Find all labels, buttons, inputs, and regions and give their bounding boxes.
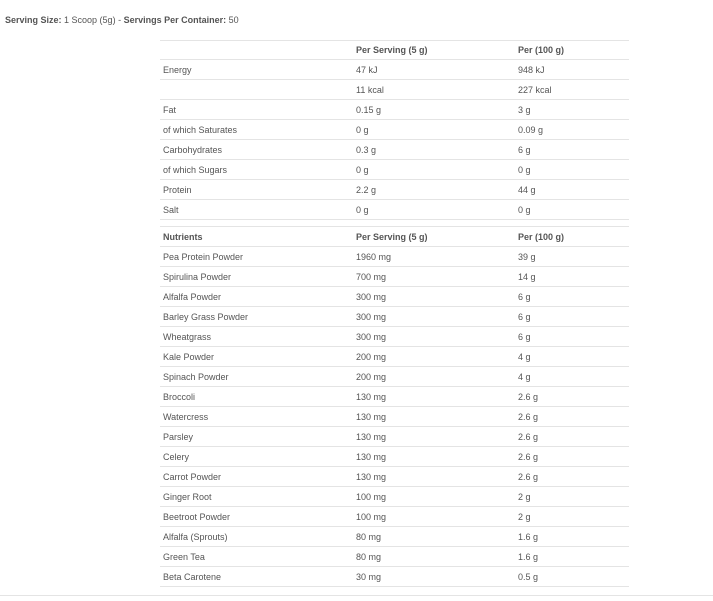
table-cell: Watercress (163, 411, 209, 422)
nutrition-body (160, 60, 629, 220)
table-cell: Broccoli (163, 391, 196, 402)
table-cell: 6 g (518, 144, 531, 155)
table-row (160, 180, 629, 200)
table-cell: 2.6 g (518, 431, 539, 442)
table-row (160, 467, 629, 487)
table-row (160, 60, 629, 80)
table-row (160, 140, 629, 160)
servings-per-container-label: Servings Per Container: (123, 15, 227, 25)
table-row (160, 567, 629, 587)
table-cell: 0.3 g (356, 144, 377, 155)
table-cell: 2.6 g (518, 411, 539, 422)
table-cell: 47 kJ (356, 64, 378, 75)
table-cell: Energy (163, 64, 192, 75)
table-cell: Wheatgrass (163, 331, 212, 342)
table-divider (160, 220, 629, 227)
table-cell: Parsley (163, 431, 194, 442)
table-cell: 300 mg (356, 291, 387, 302)
table-cell: of which Sugars (163, 164, 228, 175)
table-cell: 300 mg (356, 331, 387, 342)
table-cell: 0.09 g (518, 124, 544, 135)
serving-size-label: Serving Size: (5, 15, 62, 25)
table-row (160, 407, 629, 427)
table-cell: 80 mg (356, 531, 382, 542)
table-row (160, 247, 629, 267)
table-cell: 6 g (518, 311, 531, 322)
table-cell: Fat (163, 104, 177, 115)
header-cell: Per Serving (5 g) (356, 231, 428, 242)
header-cell: Nutrients (163, 231, 203, 242)
table-cell: 0.15 g (356, 104, 382, 115)
header-cell: Per (100 g) (518, 231, 565, 242)
table-row (160, 100, 629, 120)
nutrition-table (160, 40, 629, 587)
table-cell: 0 g (518, 204, 531, 215)
table-cell: Beetroot Powder (163, 511, 231, 522)
table-cell: 1.6 g (518, 551, 539, 562)
serving-size-value: 1 Scoop (5g) - (61, 15, 124, 25)
table-cell: 0 g (356, 164, 369, 175)
table-cell: 14 g (518, 271, 536, 282)
table-cell: 0 g (356, 204, 369, 215)
table-cell: 6 g (518, 331, 531, 342)
table-cell: Pea Protein Powder (163, 251, 244, 262)
table-row (160, 120, 629, 140)
table-row (160, 80, 629, 100)
servings-per-container-value: 50 (226, 15, 239, 25)
table-cell: 0.5 g (518, 571, 539, 582)
table-cell: 2.6 g (518, 391, 539, 402)
bottom-divider (0, 595, 713, 596)
table-cell: 130 mg (356, 471, 387, 482)
table-cell: 130 mg (356, 391, 387, 402)
table-row (160, 507, 629, 527)
table-cell: of which Saturates (163, 124, 238, 135)
table-cell: 200 mg (356, 371, 387, 382)
nutrition-header-row (160, 40, 629, 60)
table-cell: Alfalfa (Sprouts) (163, 531, 228, 542)
table-cell: 2.6 g (518, 451, 539, 462)
table-cell: Carbohydrates (163, 144, 223, 155)
table-cell: Green Tea (163, 551, 205, 562)
table-cell: Carrot Powder (163, 471, 222, 482)
table-cell: 200 mg (356, 351, 387, 362)
table-cell: 3 g (518, 104, 531, 115)
table-cell: 6 g (518, 291, 531, 302)
table-row (160, 367, 629, 387)
table-cell: 100 mg (356, 511, 387, 522)
table-cell: Spinach Powder (163, 371, 229, 382)
table-cell: Salt (163, 204, 179, 215)
table-cell: 1.6 g (518, 531, 539, 542)
table-row (160, 527, 629, 547)
table-row (160, 547, 629, 567)
table-cell: Celery (163, 451, 190, 462)
table-cell: 2 g (518, 511, 531, 522)
nutrients-header-row (160, 227, 629, 247)
table-row (160, 447, 629, 467)
table-row (160, 347, 629, 367)
table-row (160, 267, 629, 287)
table-row (160, 160, 629, 180)
table-row (160, 287, 629, 307)
table-cell: 948 kJ (518, 64, 545, 75)
table-cell: 130 mg (356, 431, 387, 442)
table-cell: 700 mg (356, 271, 387, 282)
table-cell: 4 g (518, 371, 531, 382)
table-cell: 300 mg (356, 311, 387, 322)
table-row (160, 327, 629, 347)
table-cell: 44 g (518, 184, 536, 195)
table-cell: 39 g (518, 251, 536, 262)
table-row (160, 387, 629, 407)
table-row (160, 307, 629, 327)
table-cell: Ginger Root (163, 491, 212, 502)
table-cell: 0 g (356, 124, 369, 135)
table-row (160, 200, 629, 220)
table-cell: 227 kcal (518, 84, 552, 95)
header-cell: Per Serving (5 g) (356, 45, 428, 55)
table-cell: Protein (163, 184, 192, 195)
table-cell: Barley Grass Powder (163, 311, 249, 322)
table-cell: Beta Carotene (163, 571, 222, 582)
table-cell: 2.6 g (518, 471, 539, 482)
table-cell: 1960 mg (356, 251, 392, 262)
table-cell: 0 g (518, 164, 531, 175)
table-row (160, 427, 629, 447)
header-cell: Per (100 g) (518, 45, 565, 55)
table-cell: 2 g (518, 491, 531, 502)
table-cell: 80 mg (356, 551, 382, 562)
table-row (160, 487, 629, 507)
nutrients-body (160, 247, 629, 587)
table-cell: Alfalfa Powder (163, 291, 222, 302)
table-cell: 100 mg (356, 491, 387, 502)
table-cell: 130 mg (356, 411, 387, 422)
serving-info (5, 15, 239, 25)
table-cell: 2.2 g (356, 184, 377, 195)
table-cell: 4 g (518, 351, 531, 362)
table-cell: 30 mg (356, 571, 382, 582)
table-cell: Kale Powder (163, 351, 215, 362)
table-cell: Spirulina Powder (163, 271, 232, 282)
table-cell: 130 mg (356, 451, 387, 462)
table-cell: 11 kcal (356, 84, 384, 95)
